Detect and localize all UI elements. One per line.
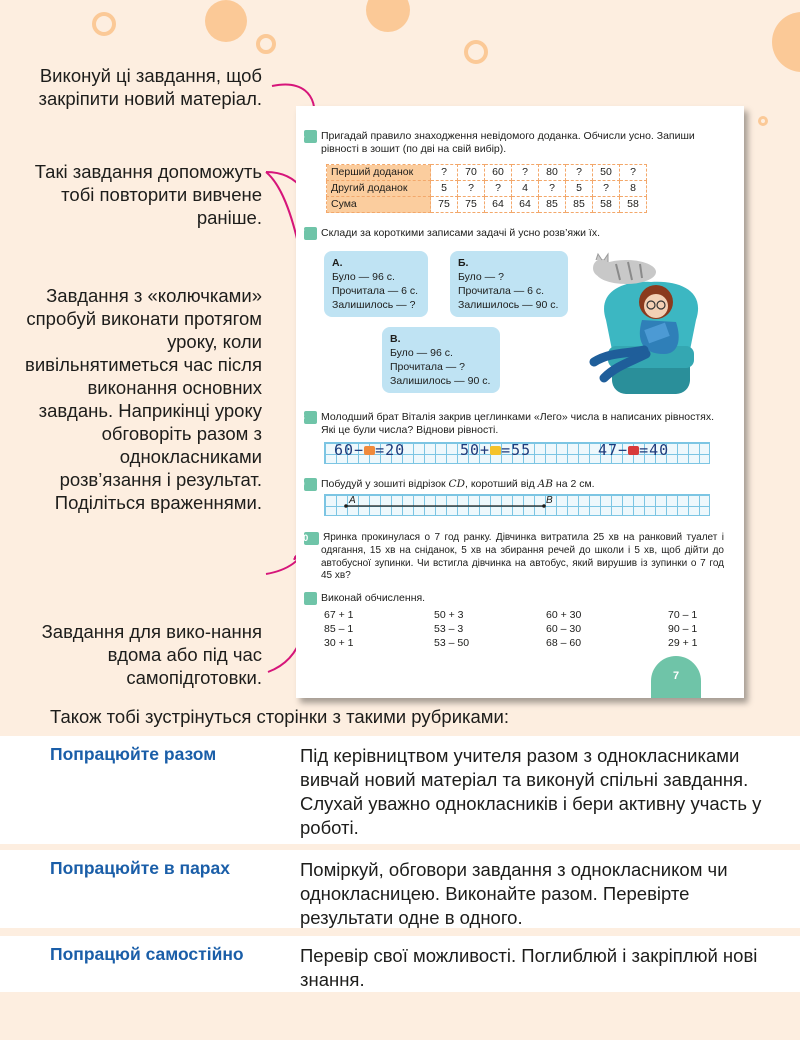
cell: 58 xyxy=(620,197,647,213)
cell: 4 xyxy=(512,181,539,197)
cell: ? xyxy=(512,165,539,181)
cell: ? xyxy=(458,181,485,197)
lego-brick-orange xyxy=(364,446,375,455)
cell: ? xyxy=(566,165,593,181)
calc-item: 67 + 1 xyxy=(324,609,354,621)
task-6 xyxy=(299,130,724,156)
equation-part: =55 xyxy=(501,441,532,459)
cell: ? xyxy=(620,165,647,181)
cell: 75 xyxy=(431,197,458,213)
task-number: 9 xyxy=(304,478,317,491)
decor-ring xyxy=(758,116,768,126)
point-b-label: B xyxy=(546,495,553,506)
calc-item: 30 + 1 xyxy=(324,637,354,649)
bubble-line: Прочитала — 6 с. xyxy=(332,285,419,297)
decor-circle xyxy=(772,12,800,72)
cell: 64 xyxy=(512,197,539,213)
problem-bubble-a xyxy=(324,251,428,317)
bubble-line: Прочитала — 6 с. xyxy=(458,285,545,297)
equation-part: =20 xyxy=(375,441,406,459)
lego-brick-red xyxy=(628,446,639,455)
cell: 50 xyxy=(593,165,620,181)
task-9 xyxy=(299,478,724,491)
bubble-line: Було — 96 с. xyxy=(390,347,453,359)
task-number: 7 xyxy=(304,227,317,240)
cell: 5 xyxy=(566,181,593,197)
house-icon: ⌂ xyxy=(304,592,317,605)
calc-column-2 xyxy=(434,608,469,650)
table-row xyxy=(327,181,647,197)
bubble-line: Було — 96 с. xyxy=(332,271,395,283)
calc-column-3 xyxy=(546,608,581,650)
rubric-description: Перевір свої можливості. Поглиблюй і закріплюй нові знання. xyxy=(300,945,758,990)
task-text: Виконай обчислення. xyxy=(321,592,426,604)
girl-reading-illustration xyxy=(586,250,716,398)
cell: 75 xyxy=(458,197,485,213)
calc-item: 85 – 1 xyxy=(324,623,354,635)
annotation-thorny-tasks: Завдання з «колючками» спробуй виконати протягом уроку, коли вивільнятиметься час після виконання основних завдань. Наприкінці уроку обговоріть разом з однокласниками розв’язання і результат. Поділіться враженнями. xyxy=(25,285,262,513)
addends-table xyxy=(326,164,647,213)
decor-ring xyxy=(256,34,276,54)
calc-item: 60 – 30 xyxy=(546,623,582,635)
calc-item: 53 – 3 xyxy=(434,623,464,635)
task-text: Молодший брат Віталія закрив цеглинками «Лего» числа в написаних рівностях. Які це були числа? Віднови рівності. xyxy=(321,411,715,436)
cell: 80 xyxy=(539,165,566,181)
cell: 64 xyxy=(485,197,512,213)
row-header: Перший доданок xyxy=(327,165,431,181)
equation-2 xyxy=(460,441,532,459)
annotation-consolidate: Виконуй ці завдання, щоб закріпити новий матеріал. xyxy=(38,65,262,109)
annotation-homework: Завдання для вико-нання вдома або під час самопідготовки. xyxy=(41,621,262,688)
table-row xyxy=(327,197,647,213)
calc-item: 70 – 1 xyxy=(668,609,698,621)
rubric-name: Попрацюй самостійно xyxy=(50,944,244,964)
cell: 70 xyxy=(458,165,485,181)
page-number: 7 xyxy=(651,656,701,698)
rubric-work-in-pairs xyxy=(0,850,800,928)
rubric-description: Поміркуй, обговори завдання з однокласником чи однокласницею. Виконайте разом. Перевірте результати одне в одного. xyxy=(300,859,728,928)
equation-3 xyxy=(598,441,670,459)
task-text: Пригадай правило знаходження невідомого доданка. Обчисли усно. Запиши рівності в зошит (по дві на свій вибір). xyxy=(321,130,695,155)
task-number: 8 xyxy=(304,411,317,424)
equation-part: 60− xyxy=(334,441,365,459)
cell: 8 xyxy=(620,181,647,197)
bubble-line: Залишилось — 90 с. xyxy=(458,299,559,311)
calc-item: 53 – 50 xyxy=(434,637,470,649)
equation-part: =40 xyxy=(639,441,670,459)
equation-part: 50+ xyxy=(460,441,491,459)
segment-ab xyxy=(324,494,710,518)
equation-1 xyxy=(334,441,406,459)
cell: ? xyxy=(593,181,620,197)
equation-part: 47− xyxy=(598,441,629,459)
rubric-name: Попрацюйте разом xyxy=(50,744,217,764)
calc-item: 60 + 30 xyxy=(546,609,582,621)
task-text: , коротший від xyxy=(465,478,538,490)
decor-ring xyxy=(92,12,116,36)
decor-circle xyxy=(366,0,410,32)
bubble-line: Прочитала — ? xyxy=(390,361,466,373)
cell: 60 xyxy=(485,165,512,181)
calc-column-4 xyxy=(668,608,698,650)
cell: 5 xyxy=(431,181,458,197)
problem-bubble-c xyxy=(382,327,500,393)
bubble-line: Було — ? xyxy=(458,271,504,283)
calc-item: 29 + 1 xyxy=(668,637,698,649)
task-text: Склади за короткими записами задачі й усно розв’яжи їх. xyxy=(321,227,600,239)
rubric-work-together xyxy=(0,736,800,844)
problem-bubble-b xyxy=(450,251,568,317)
decor-ring xyxy=(464,40,488,64)
task-8 xyxy=(299,411,724,437)
cell: ? xyxy=(431,165,458,181)
calc-item: 90 – 1 xyxy=(668,623,698,635)
cell: 58 xyxy=(593,197,620,213)
row-header: Сума xyxy=(327,197,431,213)
task-10 xyxy=(297,532,724,583)
textbook-page-preview xyxy=(296,106,744,698)
annotation-repeat: Такі завдання допоможуть тобі повторити вивчене раніше. xyxy=(34,161,262,228)
cell: 85 xyxy=(539,197,566,213)
rubric-work-independently xyxy=(0,936,800,992)
calc-item: 50 + 3 xyxy=(434,609,464,621)
cell: ? xyxy=(539,181,566,197)
task-text: Яринка прокинулася о 7 год ранку. Дівчинка витратила 25 хв на ранковий туалет і одягання, 15 хв на сніданок, 5 хв на збирання речей до школи і 5 хв, щоб дійти до автобусної зупинки. Чи встигла дівчинка на автобус, який вирушив із зупинки о 7 год 45 хв? xyxy=(321,532,724,581)
row-header: Другий доданок xyxy=(327,181,431,197)
bubble-title: В. xyxy=(390,333,401,345)
cell: 85 xyxy=(566,197,593,213)
segment-label: AB xyxy=(537,478,553,490)
lego-brick-yellow xyxy=(490,446,501,455)
cell: ? xyxy=(485,181,512,197)
task-text: на 2 см. xyxy=(552,478,595,490)
calc-column-1 xyxy=(324,608,354,650)
rubric-description: Під керівництвом учителя разом з однокласниками вивчай новий матеріал та виконуй спільні завдання. Слухай уважно однокласників і бери активну участь у роботі. xyxy=(300,745,762,838)
rubric-name: Попрацюйте в парах xyxy=(50,858,230,878)
bubble-line: Залишилось — ? xyxy=(332,299,416,311)
task-home xyxy=(299,592,724,605)
point-a-label: A xyxy=(349,495,356,506)
task-number: 6 xyxy=(304,130,317,143)
decor-circle xyxy=(205,0,247,42)
segment-label: CD xyxy=(448,478,465,490)
bubble-title: Б. xyxy=(458,257,469,269)
task-7 xyxy=(299,227,724,240)
task-number: 10 xyxy=(304,532,319,545)
task-text: Побудуй у зошиті відрізок xyxy=(321,478,449,490)
table-row xyxy=(327,165,647,181)
bubble-title: А. xyxy=(332,257,343,269)
bubble-line: Залишилось — 90 с. xyxy=(390,375,491,387)
rubrics-intro: Також тобі зустрінуться сторінки з такими рубриками: xyxy=(50,706,510,727)
calc-item: 68 – 60 xyxy=(546,637,582,649)
